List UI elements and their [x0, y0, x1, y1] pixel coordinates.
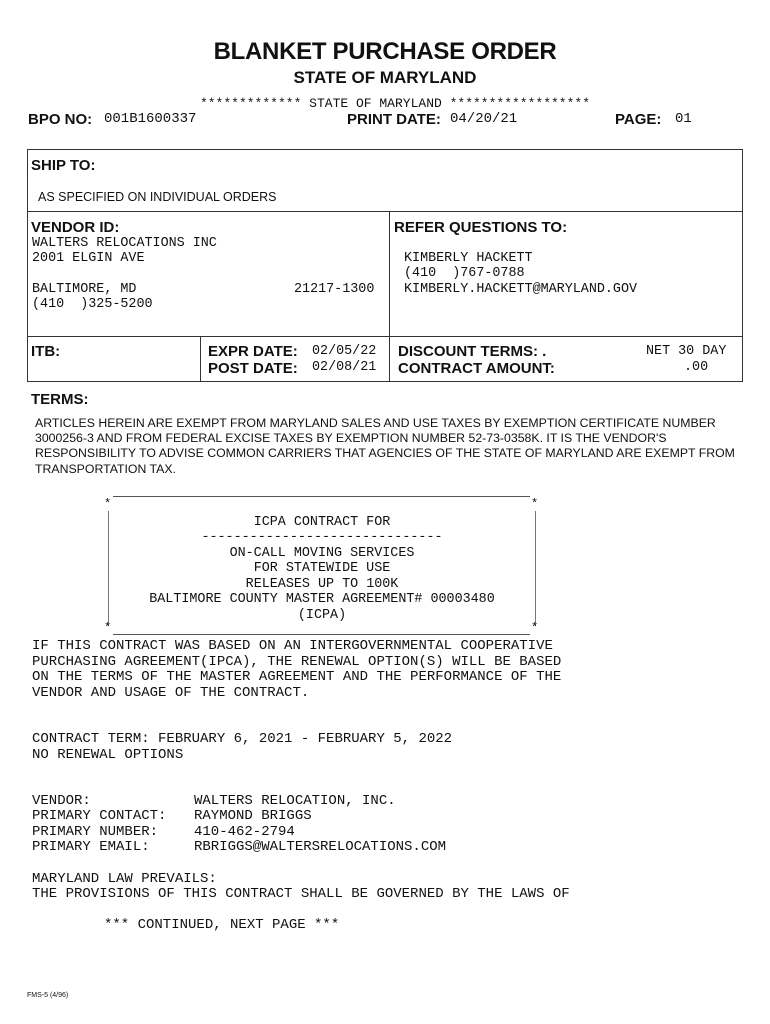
ipca-line-2: PURCHASING AGREEMENT(IPCA), THE RENEWAL OPTION(S) WILL BE BASED	[32, 654, 562, 670]
contract-term: CONTRACT TERM: FEBRUARY 6, 2021 - FEBRUARY 5, 2022	[32, 731, 453, 747]
discount-terms-label: DISCOUNT TERMS: .	[398, 343, 547, 360]
terms-label: TERMS:	[31, 391, 89, 408]
expr-date-value: 02/05/22	[312, 344, 377, 359]
continued-notice: *** CONTINUED, NEXT PAGE ***	[104, 917, 340, 933]
document-title: BLANKET PURCHASE ORDER	[213, 38, 557, 65]
contact-email[interactable]: KIMBERLY.HACKETT@MARYLAND.GOV	[404, 282, 638, 297]
terms-text: ARTICLES HEREIN ARE EXEMPT FROM MARYLAND SALES AND USE TAXES BY EXEMPTION CERTIFICATE NUMBER 3000256-3 AND FROM FEDERAL EXCISE TAXES BY EXEMPTION NUMBER 52-73-0358K. IT IS THE VENDOR'S RESPONSIBILITY TO ADVISE COMMON CARRIERS THAT AGENCIES OF THE STATE OF MARYLAND ARE EXEMPT FROM TRANSPORTATION TAX.	[35, 416, 735, 476]
contact-name: KIMBERLY HACKETT	[404, 251, 533, 266]
contract-box-limit: RELEASES UP TO 100K	[245, 577, 399, 592]
primary-contact-value: RAYMOND BRIGGS	[194, 808, 312, 824]
contract-box-divider: ------------------------------	[201, 530, 443, 545]
page-label: PAGE:	[615, 111, 662, 128]
contract-box-agreement: BALTIMORE COUNTY MASTER AGREEMENT# 00003480	[149, 592, 495, 607]
bpo-number: 001B1600337	[104, 111, 197, 127]
contract-box-icpa: (ICPA)	[297, 608, 347, 623]
state-banner: ************* STATE OF MARYLAND ******************	[199, 96, 591, 111]
vendor-contact-label: VENDOR:	[32, 793, 91, 809]
contract-box-scope: FOR STATEWIDE USE	[253, 561, 391, 576]
primary-number-label: PRIMARY NUMBER:	[32, 824, 159, 840]
ipca-line-4: VENDOR AND USAGE OF THE CONTRACT.	[32, 685, 310, 701]
vendor-street: 2001 ELGIN AVE	[32, 251, 145, 266]
ipca-line-1: IF THIS CONTRACT WAS BASED ON AN INTERGOVERNMENTAL COOPERATIVE	[32, 638, 553, 654]
refer-questions-label: REFER QUESTIONS TO:	[394, 219, 568, 236]
vendor-id-label: VENDOR ID:	[31, 219, 120, 236]
contract-amount-label: CONTRACT AMOUNT:	[398, 360, 555, 377]
document-subtitle: STATE OF MARYLAND	[293, 68, 477, 87]
law-title: MARYLAND LAW PREVAILS:	[32, 871, 217, 887]
contract-box-service: ON-CALL MOVING SERVICES	[229, 546, 415, 561]
post-date-value: 02/08/21	[312, 360, 377, 375]
primary-number-value: 410-462-2794	[194, 824, 295, 840]
bpo-label: BPO NO:	[28, 111, 93, 128]
law-text: THE PROVISIONS OF THIS CONTRACT SHALL BE GOVERNED BY THE LAWS OF	[32, 886, 570, 902]
ipca-line-3: ON THE TERMS OF THE MASTER AGREEMENT AND THE PERFORMANCE OF THE	[32, 669, 562, 685]
expr-date-label: EXPR DATE:	[208, 343, 298, 360]
renewal-options: NO RENEWAL OPTIONS	[32, 747, 184, 763]
itb-label: ITB:	[31, 343, 61, 360]
primary-email-value[interactable]: RBRIGGS@WALTERSRELOCATIONS.COM	[194, 839, 447, 855]
vendor-name: WALTERS RELOCATIONS INC	[32, 236, 217, 251]
ship-to-value: AS SPECIFIED ON INDIVIDUAL ORDERS	[38, 190, 277, 204]
form-id: FMS-5 (4/96)	[27, 992, 69, 999]
ship-to-label: SHIP TO:	[31, 157, 96, 174]
primary-contact-label: PRIMARY CONTACT:	[32, 808, 167, 824]
discount-terms-value: NET 30 DAY	[646, 344, 727, 359]
vendor-phone: (410 )325-5200	[32, 297, 153, 312]
post-date-label: POST DATE:	[208, 360, 298, 377]
print-date-label: PRINT DATE:	[347, 111, 441, 128]
contact-phone: (410 )767-0788	[404, 266, 525, 281]
contract-box-title: ICPA CONTRACT FOR	[253, 515, 391, 530]
page-number: 01	[675, 111, 692, 127]
print-date-value: 04/20/21	[450, 111, 518, 127]
contract-amount-value: .00	[684, 360, 709, 375]
vendor-contact-value: WALTERS RELOCATION, INC.	[194, 793, 396, 809]
primary-email-label: PRIMARY EMAIL:	[32, 839, 150, 855]
vendor-zip: 21217-1300	[294, 282, 375, 297]
vendor-city: BALTIMORE, MD	[32, 282, 137, 297]
